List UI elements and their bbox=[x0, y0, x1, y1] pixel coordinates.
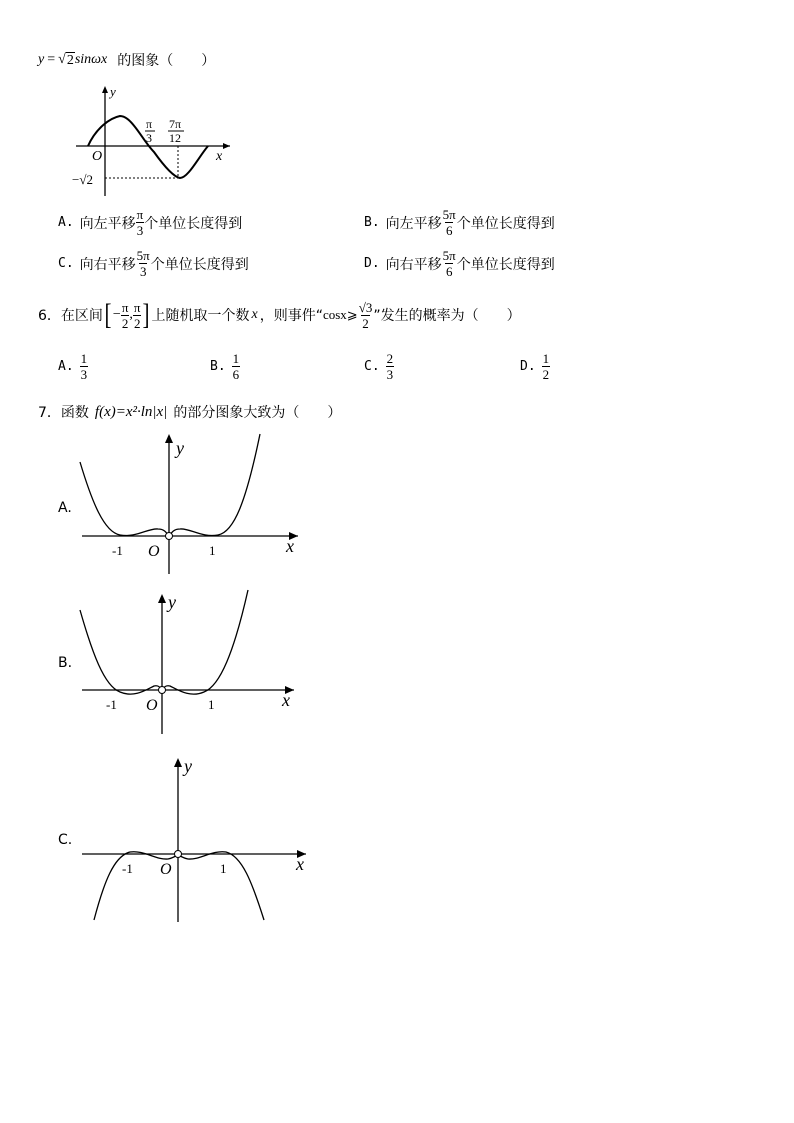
graph-option-b bbox=[78, 586, 308, 736]
hollow-point bbox=[175, 851, 182, 858]
hollow-point bbox=[159, 687, 166, 694]
x-label: x bbox=[282, 690, 290, 710]
fraction: $\frac{5\pi}{6}$ bbox=[442, 207, 456, 238]
sine-graph bbox=[70, 80, 240, 200]
y-label: y bbox=[110, 84, 116, 99]
q5-option-c[interactable]: C. 向右平移 $\frac{5\pi}{3}$ 个单位长度得到 bbox=[58, 248, 249, 279]
y-axis-arrow bbox=[165, 434, 173, 443]
y-label: y bbox=[176, 438, 184, 458]
x-label: x bbox=[286, 536, 294, 556]
origin-label: O bbox=[146, 697, 158, 714]
formula-func: sinωx bbox=[74, 52, 108, 67]
neg-sqrt2-label: −√2 bbox=[72, 172, 93, 187]
right-bracket: ] bbox=[142, 298, 150, 331]
origin-label: O bbox=[92, 149, 103, 164]
formula-sqrt: √ 2 bbox=[58, 51, 74, 68]
fraction: $\frac{\pi}{3}$ bbox=[136, 207, 144, 238]
tick-neg1: -1 bbox=[106, 697, 117, 712]
fraction: $\frac{5\pi}{6}$ bbox=[442, 248, 456, 279]
y-axis-arrow bbox=[158, 594, 166, 603]
fraction: $\frac{\pi}{2}$ bbox=[133, 299, 141, 331]
origin-label: O bbox=[160, 861, 172, 878]
x-label: x bbox=[296, 854, 304, 874]
tick-neg1: -1 bbox=[112, 543, 123, 558]
question-7: 7． 函数 f(x)=x²·ln|x| 的部分图象大致为（ ） bbox=[38, 403, 342, 421]
q7-option-b-letter[interactable]: B. bbox=[58, 655, 73, 671]
left-bracket: [ bbox=[104, 298, 112, 331]
y-label: y bbox=[184, 756, 192, 776]
question-number: 6． bbox=[38, 308, 61, 324]
origin-label: O bbox=[148, 543, 160, 560]
fraction: $\frac{2}{3}$ bbox=[386, 351, 394, 382]
y-label: y bbox=[168, 592, 176, 612]
question-5-text: 的图象（ ） bbox=[117, 53, 216, 69]
q6-option-b[interactable]: B. $\frac{1}{6}$ bbox=[210, 351, 240, 382]
question-6: 6． 在区间 [ − $\frac{\pi}{2}$ , $\frac{\pi}{2}$ ] 上随机取一个数 x ，则事件“ cosx⩾ $\frac{√3}{2}$ ”发生的概率为（ ） bbox=[38, 298, 521, 331]
curve-left bbox=[80, 610, 162, 694]
tick-7pi12-num: 7π bbox=[169, 117, 182, 131]
q7-option-c-letter[interactable]: C. bbox=[58, 832, 73, 848]
q5-option-d[interactable]: D. 向右平移 $\frac{5\pi}{6}$ 个单位长度得到 bbox=[364, 248, 555, 279]
tick-neg1: -1 bbox=[122, 861, 133, 876]
fraction: $\frac{1}{2}$ bbox=[542, 351, 550, 382]
x-axis-arrow bbox=[223, 143, 230, 149]
tick-pi3-den: 3 bbox=[146, 131, 152, 145]
formula-eq: = bbox=[47, 52, 56, 67]
q6-option-d[interactable]: D. $\frac{1}{2}$ bbox=[520, 351, 550, 382]
question-number: 7． bbox=[38, 405, 61, 421]
tick-pos1: 1 bbox=[209, 543, 216, 558]
graph-option-a bbox=[76, 432, 306, 578]
fraction: $\frac{\pi}{2}$ bbox=[121, 299, 129, 331]
tick-pi3-num: π bbox=[146, 117, 153, 131]
fraction: $\frac{1}{3}$ bbox=[80, 351, 88, 382]
x-label: x bbox=[216, 149, 223, 164]
fraction: $\frac{√3}{2}$ bbox=[358, 299, 373, 331]
q7-option-a-letter[interactable]: A. bbox=[58, 500, 72, 516]
q6-option-c[interactable]: C. $\frac{2}{3}$ bbox=[364, 351, 394, 382]
y-axis-arrow bbox=[174, 758, 182, 767]
tick-pos1: 1 bbox=[208, 697, 215, 712]
hollow-point bbox=[166, 533, 173, 540]
q5-option-b[interactable]: B. 向左平移 $\frac{5\pi}{6}$ 个单位长度得到 bbox=[364, 207, 555, 238]
tick-pos1: 1 bbox=[220, 861, 227, 876]
function-formula: f(x)=x²·ln|x| bbox=[94, 403, 168, 420]
question-5-tail bbox=[38, 50, 215, 70]
fraction: $\frac{5\pi}{3}$ bbox=[136, 248, 150, 279]
graph-option-c bbox=[80, 752, 312, 924]
formula-y: y bbox=[38, 52, 45, 67]
q5-option-a[interactable]: A. 向左平移 $\frac{\pi}{3}$ 个单位长度得到 bbox=[58, 207, 243, 238]
curve-left bbox=[80, 462, 169, 536]
tick-7pi12-den: 12 bbox=[169, 131, 181, 145]
fraction: $\frac{1}{6}$ bbox=[232, 351, 240, 382]
q6-option-a[interactable]: A. $\frac{1}{3}$ bbox=[58, 351, 88, 382]
y-axis-arrow bbox=[102, 86, 108, 93]
